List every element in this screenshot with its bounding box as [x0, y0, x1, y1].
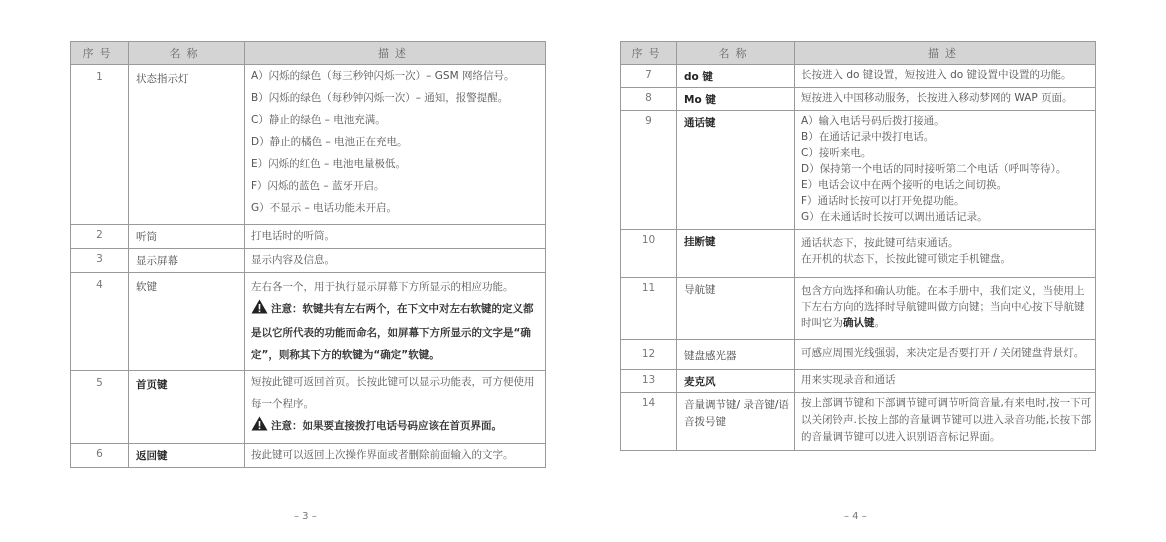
- key-description-table-left: [70, 41, 546, 468]
- table-row: [621, 111, 1096, 230]
- header-name: 名称: [677, 42, 795, 65]
- table-row: [621, 230, 1096, 278]
- header-number: 序号: [621, 42, 677, 65]
- desc-line: F）闪烁的蓝色 – 蓝牙开启。: [251, 180, 385, 192]
- desc-line: B）在通话记录中拨打电话。: [801, 131, 935, 143]
- desc-line: D）静止的橘色 – 电池正在充电。: [251, 136, 408, 148]
- desc-line: C）静止的绿色 – 电池充满。: [251, 114, 386, 126]
- row-number: 9: [621, 111, 677, 230]
- row-name: 键盘感光器: [677, 340, 795, 370]
- table-row: [621, 370, 1096, 393]
- row-description: 打电话时的听筒。: [245, 225, 546, 249]
- note-content: 注意：如果要直接拨打电话号码应该在首页界面。: [271, 420, 502, 432]
- page-number: – 4 –: [844, 511, 867, 522]
- row-description: 按此键可以返回上次操作界面或者删除前面输入的文字。: [245, 444, 546, 468]
- key-description-table-right: [620, 41, 1096, 451]
- header-description: 描述: [795, 42, 1096, 65]
- table-header-row: [71, 42, 546, 65]
- row-number: 3: [71, 249, 129, 273]
- row-description: 显示内容及信息。: [245, 249, 546, 273]
- row-description: [795, 230, 1096, 278]
- table-row: [71, 225, 546, 249]
- desc-text: 包含方向选择和确认功能。在本手册中，我们定义，当使用上下左右方向的选择时导航键叫做方向键；当向中心按下导航键时叫它为: [801, 285, 1085, 329]
- row-number: 7: [621, 65, 677, 88]
- row-number: 12: [621, 340, 677, 370]
- row-number: 13: [621, 370, 677, 393]
- header-number: 序号: [71, 42, 129, 65]
- warning-icon: [251, 299, 268, 322]
- table-row: [621, 393, 1096, 451]
- table-row: [621, 65, 1096, 88]
- desc-line: 通话状态下，按此键可结束通话。: [801, 237, 959, 249]
- row-name: 显示屏幕: [129, 249, 245, 273]
- confirm-key-term: 确认键: [843, 317, 875, 329]
- row-number: 8: [621, 88, 677, 111]
- table-row: [621, 340, 1096, 370]
- desc-end: 。: [874, 317, 885, 329]
- row-number: 10: [621, 230, 677, 278]
- row-name: 软键: [129, 273, 245, 371]
- row-number: 6: [71, 444, 129, 468]
- desc-text: 短按此键可返回首页。长按此键可以显示功能表，可方便使用每一个程序。: [251, 376, 535, 410]
- desc-line: 在开机的状态下，长按此键可锁定手机键盘。: [801, 253, 1011, 265]
- row-name: 听筒: [129, 225, 245, 249]
- row-description: 短按进入中国移动服务，长按进入移动梦网的 WAP 页面。: [795, 88, 1096, 111]
- desc-line: B）闪烁的绿色（每秒钟闪烁一次）– 通知，报警提醒。: [251, 92, 509, 104]
- desc-line: E）闪烁的红色 – 电池电量极低。: [251, 158, 407, 170]
- desc-line: E）电话会议中在两个接听的电话之间切换。: [801, 179, 1008, 191]
- desc-line: G）不显示 – 电话功能未开启。: [251, 202, 398, 214]
- row-number: 4: [71, 273, 129, 371]
- header-description: 描述: [245, 42, 546, 65]
- desc-text: 左右各一个，用于执行显示屏幕下方所显示的相应功能。: [251, 281, 514, 293]
- table-row: [621, 278, 1096, 340]
- note-content: 注意：软键共有左右两个，在下文中对左右软键的定义都是以它所代表的功能而命名，如屏幕下方所显示的文字是“确定”，则称其下方的软键为“确定”软键。: [251, 303, 534, 361]
- desc-line: A）闪烁的绿色（每三秒钟闪烁一次）– GSM 网络信号。: [251, 70, 515, 82]
- table-row: [71, 65, 546, 225]
- desc-line: F）通话时长按可以打开免提功能。: [801, 195, 965, 207]
- desc-line: A）输入电话号码后拨打接通。: [801, 115, 945, 127]
- note-text: [251, 298, 542, 369]
- row-name: 挂断键: [677, 230, 795, 278]
- table-row: [71, 273, 546, 371]
- row-description: [245, 273, 546, 371]
- row-name: 首页键: [129, 371, 245, 444]
- header-name: 名称: [129, 42, 245, 65]
- row-description: [245, 371, 546, 444]
- row-number: 14: [621, 393, 677, 451]
- row-name: 音量调节键/ 录音键/语音拨号键: [677, 393, 795, 451]
- desc-line: D）保持第一个电话的同时接听第二个电话（呼叫等待）。: [801, 163, 1067, 175]
- table-row: [71, 371, 546, 444]
- warning-icon: [251, 416, 268, 439]
- row-name: Mo 键: [677, 88, 795, 111]
- row-description: 可感应周围光线强弱，来决定是否要打开 / 关闭键盘背景灯。: [795, 340, 1096, 370]
- row-name: 导航键: [677, 278, 795, 340]
- row-number: 1: [71, 65, 129, 225]
- row-description: 按上部调节键和下部调节键可调节听筒音量,有来电时,按一下可以关闭铃声.长按上部的音量调节键可以进入录音功能,长按下部的音量调节键可以进入识别语音标记界面。: [795, 393, 1096, 451]
- row-description: 用来实现录音和通话: [795, 370, 1096, 393]
- note-text: [251, 415, 542, 442]
- table-row: [71, 444, 546, 468]
- row-description: [795, 111, 1096, 230]
- desc-line: G）在未通话时长按可以调出通话记录。: [801, 211, 988, 223]
- desc-line: C）接听来电。: [801, 147, 872, 159]
- table-row: [621, 88, 1096, 111]
- page-number: – 3 –: [294, 511, 317, 522]
- row-description: [795, 278, 1096, 340]
- table-header-row: [621, 42, 1096, 65]
- row-description: [245, 65, 546, 225]
- row-number: 5: [71, 371, 129, 444]
- row-name: 返回键: [129, 444, 245, 468]
- row-description: 长按进入 do 键设置，短按进入 do 键设置中设置的功能。: [795, 65, 1096, 88]
- row-number: 11: [621, 278, 677, 340]
- page-left: [70, 41, 546, 468]
- row-name: 通话键: [677, 111, 795, 230]
- row-name: 麦克风: [677, 370, 795, 393]
- row-name: 状态指示灯: [129, 65, 245, 225]
- table-row: [71, 249, 546, 273]
- row-name: do 键: [677, 65, 795, 88]
- row-number: 2: [71, 225, 129, 249]
- page-right: [620, 41, 1096, 451]
